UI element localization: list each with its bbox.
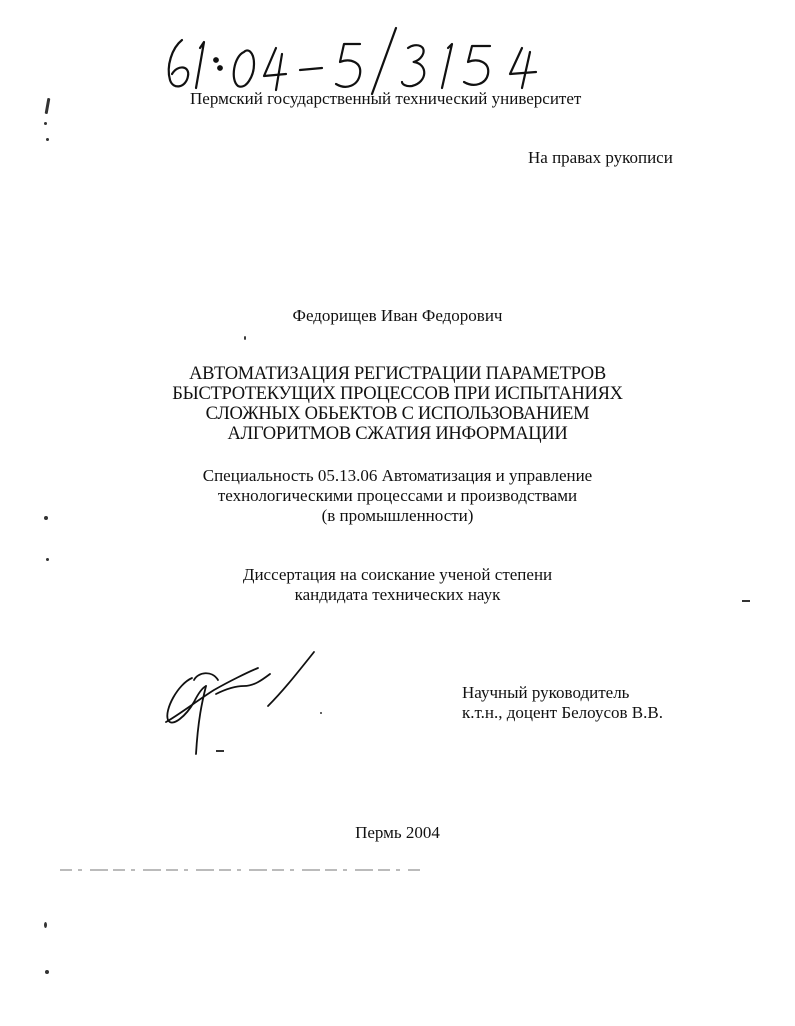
title-line: СЛОЖНЫХ ОБЬЕКТОВ С ИСПОЛЬЗОВАНИЕМ <box>205 404 590 424</box>
title-line: БЫСТРОТЕКУЩИХ ПРОЦЕССОВ ПРИ ИСПЫТАНИЯХ <box>172 384 623 404</box>
specialty-line: (в промышленности) <box>321 506 474 525</box>
margin-mark <box>44 122 47 125</box>
degree-line: кандидата технических наук <box>294 585 501 604</box>
margin-mark <box>46 558 49 561</box>
supervisor-label: Научный руководитель <box>462 683 630 702</box>
author-name: Федорищев Иван Федорович <box>292 306 503 325</box>
specialty-line: Специальность 05.13.06 Автоматизация и управление <box>202 466 593 485</box>
scan-artifact-line <box>60 868 420 872</box>
title-line: АВТОМАТИЗАЦИЯ РЕГИСТРАЦИИ ПАРАМЕТРОВ <box>189 364 606 384</box>
margin-mark <box>45 970 49 974</box>
university-name: Пермский государственный технический университет <box>190 89 582 108</box>
title-line: АЛГОРИТМОВ СЖАТИЯ ИНФОРМАЦИИ <box>227 424 568 444</box>
manuscript-rights: На правах рукописи <box>528 148 673 167</box>
margin-mark <box>45 98 51 114</box>
author-signature <box>158 650 328 760</box>
margin-mark <box>244 336 246 340</box>
handwritten-registration-number <box>160 18 560 98</box>
city-year: Пермь 2004 <box>355 823 440 842</box>
specialty-line: технологическими процессами и производствами <box>217 486 578 505</box>
margin-mark <box>44 922 47 928</box>
handwritten-number-drawing <box>160 18 560 98</box>
signature-drawing <box>158 650 328 760</box>
degree-line: Диссертация на соискание ученой степени <box>242 565 553 584</box>
supervisor-name: к.т.н., доцент Белоусов В.В. <box>462 703 663 722</box>
margin-mark <box>46 138 49 141</box>
